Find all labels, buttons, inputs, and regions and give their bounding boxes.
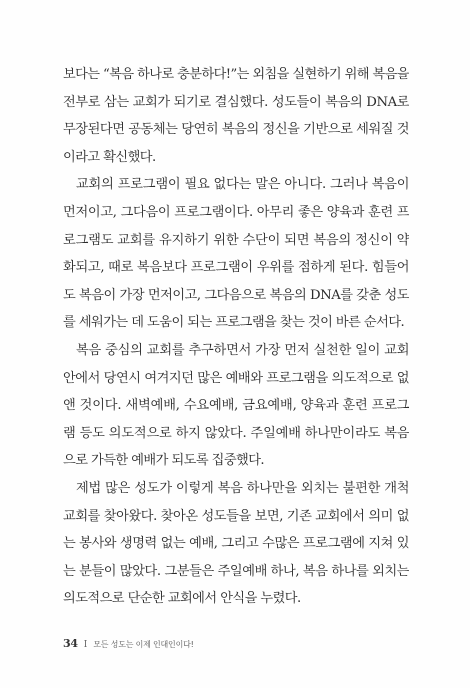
text-line: 먼저이고, 그다음이 프로그램이다. 아무리 좋은 양육과 훈련 프 — [63, 204, 409, 220]
text-line: 복음 중심의 교회를 추구하면서 가장 먼저 실천한 일이 교회 — [76, 342, 409, 358]
paragraph — [63, 475, 409, 613]
paragraph — [63, 171, 409, 337]
text-line: 는 봉사와 생명력 없는 예배, 그리고 수많은 프로그램에 지쳐 있 — [63, 536, 409, 552]
page-number: 34 — [63, 637, 78, 650]
text-line: 를 세워가는 데 도움이 되는 프로그램을 찾는 것이 바른 순서다. — [63, 315, 405, 331]
text-line: 이라고 확신했다. — [63, 149, 156, 165]
text-line: 교회를 찾아왔다. 찾아온 성도들을 보면, 기존 교회에서 의미 없 — [63, 508, 409, 524]
text-line: 으로 가득한 예배가 되도록 집중했다. — [63, 453, 265, 469]
text-line: 보다는 “복음 하나로 충분하다!”는 외침을 실현하기 위해 복음을 — [63, 67, 409, 82]
text-line: 무장된다면 공동체는 당연히 복음의 정신을 기반으로 세워질 것 — [63, 122, 409, 138]
paragraph — [63, 337, 409, 475]
body-text — [63, 61, 409, 613]
text-line: 앤 것이다. 새벽예배, 수요예배, 금요예배, 양육과 훈련 프로그 — [63, 398, 409, 414]
text-line: 제법 많은 성도가 이렇게 복음 하나만을 외치는 불편한 개척 — [76, 480, 409, 496]
text-line: 교회의 프로그램이 필요 없다는 말은 아니다. 그러나 복음이 — [76, 177, 409, 193]
text-line: 램 등도 의도적으로 하지 않았다. 주일예배 하나만이라도 복음 — [63, 425, 409, 441]
text-line: 안에서 당연시 여겨지던 많은 예배와 프로그램을 의도적으로 없 — [63, 370, 409, 386]
text-line: 는 분들이 많았다. 그분들은 주일예배 하나, 복음 하나를 외치는 — [63, 563, 409, 579]
paragraph — [63, 61, 409, 171]
text-line: 화되고, 때로 복음보다 프로그램이 우위를 점하게 된다. 힘들어 — [63, 260, 409, 276]
text-line: 도 복음이 가장 먼저이고, 그다음으로 복음의 DNA를 갖춘 성도 — [63, 287, 409, 303]
page-footer — [63, 637, 194, 650]
running-title: 모든 성도는 이제 인대인이다! — [93, 640, 194, 649]
text-line: 전부로 삼는 교회가 되기로 결심했다. 성도들이 복음의 DNA로 — [63, 94, 409, 110]
footer-separator: I — [83, 640, 88, 650]
text-line: 로그램도 교회를 유지하기 위한 수단이 되면 복음의 정신이 약 — [63, 232, 409, 248]
text-line: 의도적으로 단순한 교회에서 안식을 누렸다. — [63, 591, 301, 607]
